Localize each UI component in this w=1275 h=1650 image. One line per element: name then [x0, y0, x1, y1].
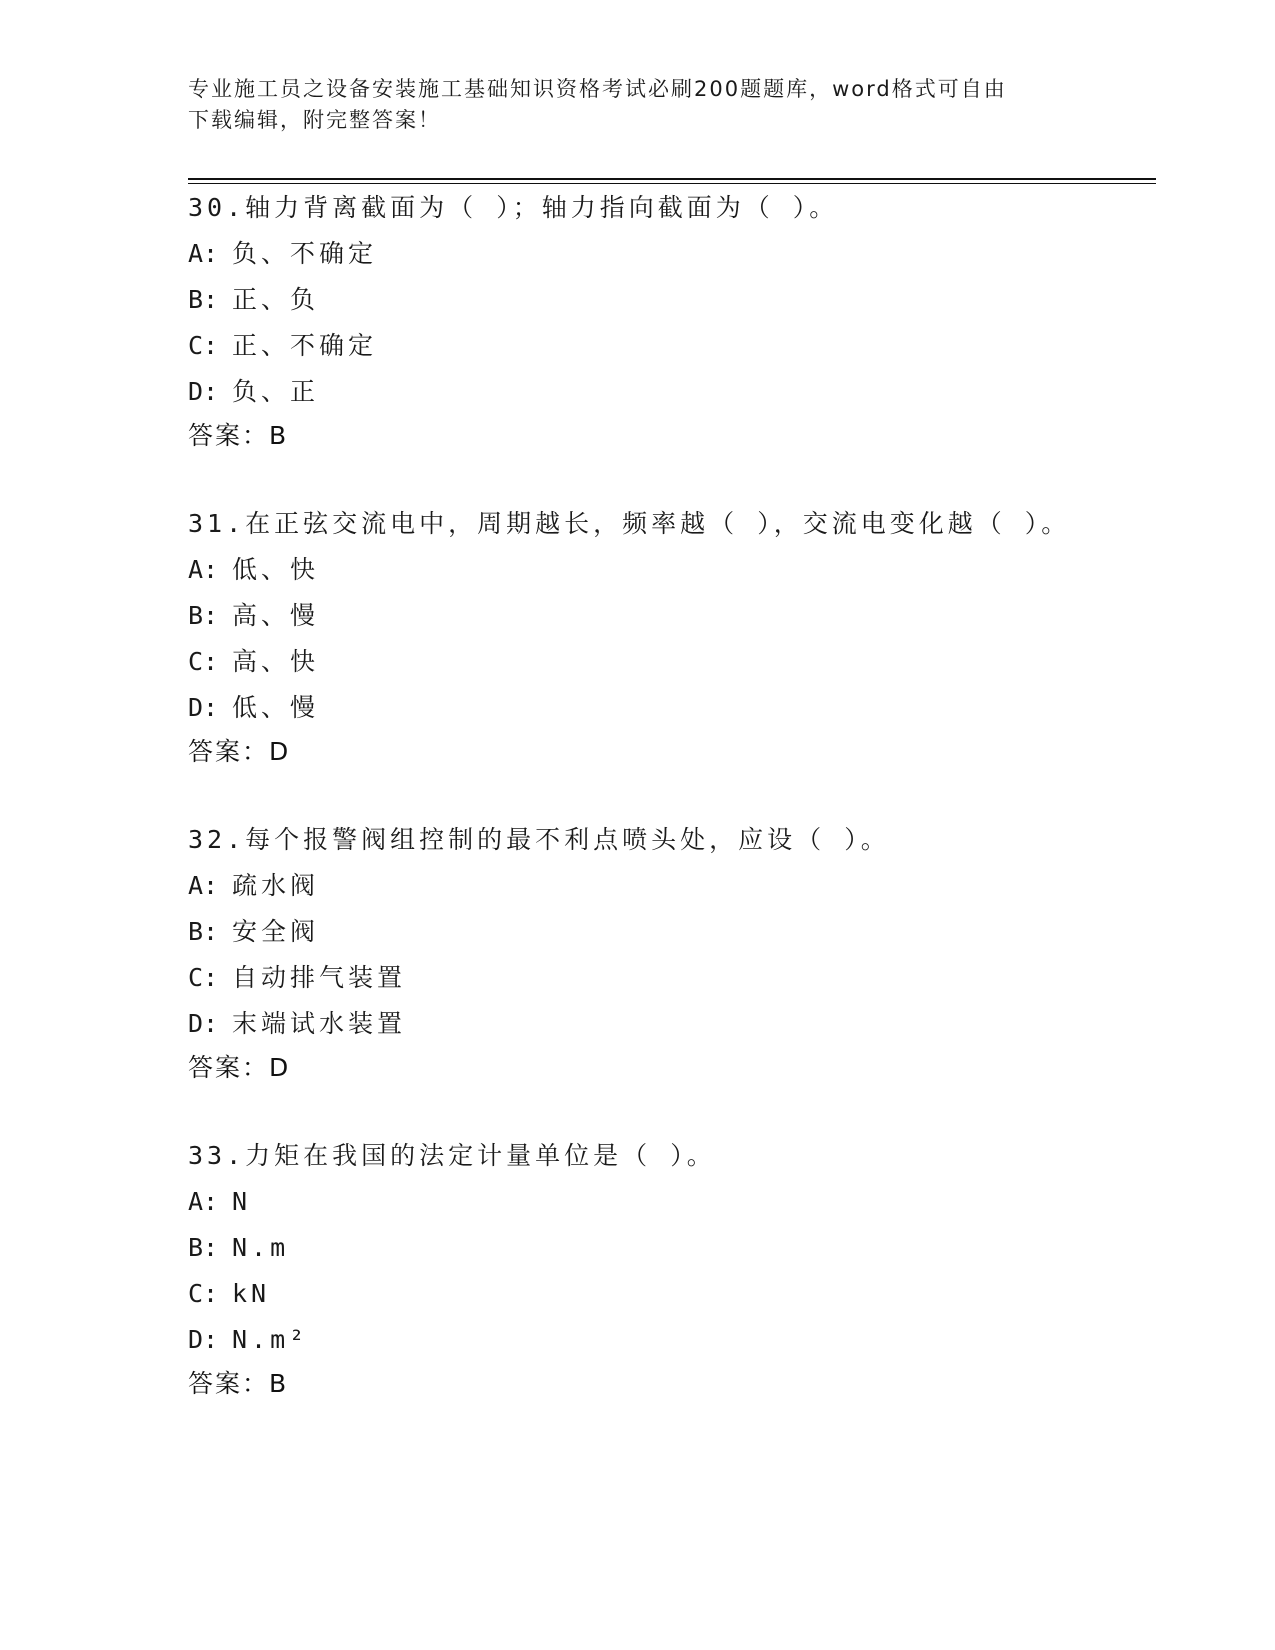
option-b — [188, 917, 1148, 947]
question-stem: 31.在正弦交流电中，周期越长，频率越（ ），交流电变化越（ ）。 — [188, 509, 1071, 538]
option-text: 末端试水装置 — [232, 1009, 407, 1038]
option-text: N.m — [232, 1233, 290, 1262]
option-key: D: — [188, 1325, 219, 1354]
option-key: C: — [188, 1279, 219, 1308]
option-d — [188, 693, 1148, 723]
option-text: 低、慢 — [232, 693, 320, 722]
option-key: D: — [188, 1009, 219, 1038]
answer-line: 答案：B — [188, 421, 289, 450]
question-30 — [188, 193, 1148, 451]
answer-line: 答案：D — [188, 737, 291, 766]
header-line-2: 下载编辑，附完整答案！ — [188, 108, 441, 132]
option-key: A: — [188, 239, 219, 268]
option-text: 疏水阀 — [232, 871, 320, 900]
option-key: C: — [188, 331, 219, 360]
option-a — [188, 555, 1148, 585]
option-d — [188, 1009, 1148, 1039]
option-key: B: — [188, 285, 219, 314]
option-key: D: — [188, 377, 219, 406]
option-text: 高、快 — [232, 647, 320, 676]
option-text: 低、快 — [232, 555, 320, 584]
answer-line: 答案：B — [188, 1369, 289, 1398]
option-c — [188, 1279, 1148, 1309]
question-stem: 30.轴力背离截面为（ ）；轴力指向截面为（ ）。 — [188, 193, 839, 222]
option-key: C: — [188, 963, 219, 992]
document-header — [188, 74, 1068, 136]
question-32 — [188, 825, 1148, 1083]
option-text: 负、不确定 — [232, 239, 378, 268]
option-d — [188, 377, 1148, 407]
option-c — [188, 647, 1148, 677]
option-text: 安全阀 — [232, 917, 320, 946]
option-text: 正、负 — [232, 285, 320, 314]
option-text: 负、正 — [232, 377, 320, 406]
option-key: B: — [188, 917, 219, 946]
option-key: A: — [188, 555, 219, 584]
option-key: A: — [188, 1187, 219, 1216]
option-text: N — [232, 1187, 252, 1216]
header-divider-thin — [188, 183, 1156, 184]
option-d — [188, 1325, 1148, 1355]
question-stem: 32.每个报警阀组控制的最不利点喷头处，应设（ ）。 — [188, 825, 890, 854]
option-c — [188, 963, 1148, 993]
header-line-1: 专业施工员之设备安装施工基础知识资格考试必刷200题题库，word格式可自由 — [188, 77, 1007, 101]
option-key: B: — [188, 1233, 219, 1262]
option-a — [188, 1187, 1148, 1217]
option-text: 自动排气装置 — [232, 963, 407, 992]
option-text: 正、不确定 — [232, 331, 378, 360]
option-b — [188, 601, 1148, 631]
header-divider-thick — [188, 178, 1156, 180]
answer-line: 答案：D — [188, 1053, 291, 1082]
option-text: kN — [232, 1279, 271, 1308]
option-a — [188, 239, 1148, 269]
option-text: N.m² — [232, 1325, 309, 1354]
option-key: C: — [188, 647, 219, 676]
option-b — [188, 1233, 1148, 1263]
option-text: 高、慢 — [232, 601, 320, 630]
option-key: B: — [188, 601, 219, 630]
option-a — [188, 871, 1148, 901]
question-stem: 33.力矩在我国的法定计量单位是（ ）。 — [188, 1141, 716, 1170]
option-key: D: — [188, 693, 219, 722]
question-33 — [188, 1141, 1148, 1399]
question-31 — [188, 509, 1148, 767]
option-key: A: — [188, 871, 219, 900]
option-b — [188, 285, 1148, 315]
option-c — [188, 331, 1148, 361]
